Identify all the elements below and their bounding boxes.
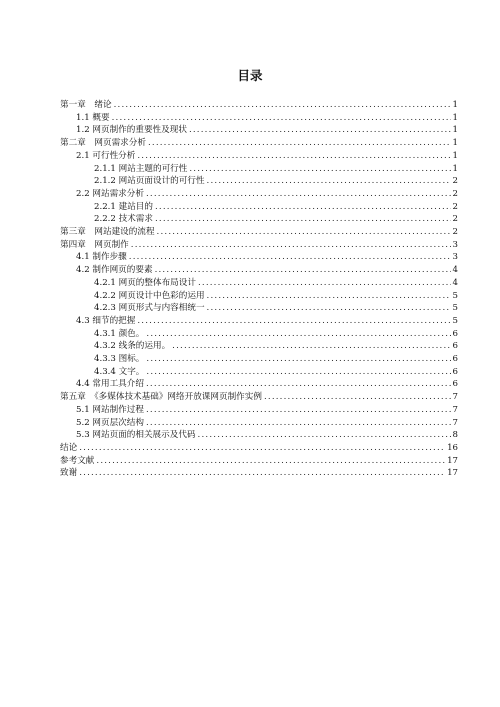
toc-entry-label: 2.1.2 网站页面设计的可行性 bbox=[94, 176, 205, 187]
toc-entry-page-number: 17 bbox=[447, 455, 458, 466]
toc-entry-label: 参考文献 bbox=[60, 455, 95, 466]
toc-entry-label: 第一章 绪论 bbox=[60, 100, 112, 110]
toc-leader-dots bbox=[155, 264, 451, 277]
toc-leader-dots bbox=[172, 340, 450, 353]
toc-leader-dots bbox=[146, 188, 451, 201]
toc-leader-dots bbox=[79, 467, 445, 480]
toc-leader-dots bbox=[155, 201, 451, 214]
toc-entry-page-number: 4 bbox=[452, 265, 458, 276]
toc-entry-label: 致谢 bbox=[60, 468, 78, 479]
toc-entry-label: 2.2 网站需求分析 bbox=[76, 188, 144, 199]
toc-entry[interactable] bbox=[76, 378, 458, 391]
toc-leader-dots bbox=[189, 124, 451, 137]
toc-entry-page-number: 2 bbox=[452, 176, 458, 187]
toc-entry[interactable] bbox=[94, 277, 458, 290]
toc-leader-dots bbox=[137, 315, 450, 328]
toc-leader-dots bbox=[146, 353, 450, 366]
toc-entry-page-number: 1 bbox=[452, 100, 458, 110]
toc-entry-page-number: 3 bbox=[452, 239, 458, 250]
toc-entry-page-number: 2 bbox=[452, 188, 458, 199]
toc-entry[interactable] bbox=[94, 366, 458, 379]
toc-entry-page-number: 2 bbox=[452, 214, 458, 225]
toc-entry-page-number: 7 bbox=[452, 404, 458, 415]
toc-entry[interactable] bbox=[76, 150, 458, 163]
toc-leader-dots bbox=[207, 290, 451, 303]
toc-entry[interactable] bbox=[94, 163, 458, 176]
toc-entry-page-number: 5 bbox=[452, 315, 458, 326]
toc-leader-dots bbox=[146, 378, 451, 391]
toc-entry-label: 4.2.3 网页形式与内容相统一 bbox=[94, 303, 205, 314]
toc-leader-dots bbox=[129, 251, 451, 264]
toc-entry-page-number: 8 bbox=[452, 430, 458, 441]
toc-entry-label: 4.3.1 颜色。 bbox=[94, 328, 145, 339]
toc-entry[interactable] bbox=[60, 226, 458, 239]
toc-leader-dots bbox=[148, 137, 451, 150]
toc-leader-dots bbox=[146, 328, 450, 341]
toc-entry-page-number: 6 bbox=[452, 341, 458, 352]
toc-entry-page-number: 7 bbox=[452, 392, 458, 403]
toc-entry-label: 4.4 常用工具介绍 bbox=[76, 379, 144, 390]
toc-entry-label: 第五章 《多媒体技术基础》网络开放课网页制作实例 bbox=[60, 392, 262, 403]
toc-entry-page-number: 5 bbox=[452, 303, 458, 314]
toc-entry-label: 1.2 网页制作的重要性及现状 bbox=[76, 125, 187, 136]
toc-leader-dots bbox=[157, 226, 451, 239]
toc-entry[interactable] bbox=[94, 302, 458, 315]
toc-leader-dots bbox=[114, 99, 451, 112]
toc-entry[interactable] bbox=[76, 264, 458, 277]
toc-entry-page-number: 1 bbox=[452, 125, 458, 136]
toc-entry-page-number: 1 bbox=[452, 150, 458, 161]
toc-entry-page-number: 4 bbox=[452, 277, 458, 288]
page-title: 目录 bbox=[237, 68, 263, 83]
toc-entry-page-number: 1 bbox=[452, 163, 458, 174]
toc-entry[interactable] bbox=[60, 239, 458, 252]
toc-entry[interactable] bbox=[94, 328, 458, 341]
toc-leader-dots bbox=[112, 112, 451, 125]
toc-entry-label: 4.1 制作步骤 bbox=[76, 252, 127, 263]
toc-entry-page-number: 6 bbox=[452, 328, 458, 339]
toc-leader-dots bbox=[146, 404, 451, 417]
toc-entry-label: 2.2.2 技术需求 bbox=[94, 214, 153, 225]
toc-entry-label: 4.3.2 线条的运用。 bbox=[94, 341, 171, 352]
toc-entry-page-number: 16 bbox=[447, 442, 458, 453]
toc-entry-label: 4.2 制作网页的要素 bbox=[76, 265, 153, 276]
toc-entry-page-number: 1 bbox=[452, 112, 458, 123]
toc-entry-label: 结论 bbox=[60, 442, 78, 453]
toc-entry[interactable] bbox=[94, 201, 458, 214]
toc-entry-label: 2.1.1 网站主题的可行性 bbox=[94, 163, 188, 174]
toc-leader-dots bbox=[198, 429, 451, 442]
toc-entry-page-number: 2 bbox=[452, 227, 458, 237]
toc-entry[interactable] bbox=[94, 290, 458, 303]
toc-entry-label: 2.1 可行性分析 bbox=[76, 150, 136, 161]
toc-leader-dots bbox=[131, 239, 451, 252]
toc-entry-page-number: 3 bbox=[452, 252, 458, 263]
toc-entry[interactable] bbox=[94, 340, 458, 353]
toc-entry-page-number: 17 bbox=[447, 468, 458, 479]
toc-entry[interactable] bbox=[60, 137, 458, 150]
toc-leader-dots bbox=[146, 417, 451, 430]
toc-leader-dots bbox=[264, 391, 451, 404]
toc-entry[interactable] bbox=[94, 213, 458, 226]
toc-entry-label: 5.3 网站页面的相关展示及代码 bbox=[76, 430, 196, 441]
toc-entry-label: 4.3.3 图标。 bbox=[94, 354, 145, 364]
toc-leader-dots bbox=[207, 175, 451, 188]
toc-entry[interactable] bbox=[60, 391, 458, 404]
toc-entry-label: 5.1 网站制作过程 bbox=[76, 404, 144, 415]
toc-entry-page-number: 6 bbox=[452, 366, 458, 377]
toc-entry-label: 4.3.4 文字。 bbox=[94, 366, 145, 377]
toc-entry[interactable] bbox=[94, 175, 458, 188]
toc-entry-page-number: 6 bbox=[452, 379, 458, 390]
toc-leader-dots bbox=[96, 455, 445, 468]
toc-entry-page-number: 2 bbox=[452, 201, 458, 212]
toc-leader-dots bbox=[207, 302, 451, 315]
toc-entry[interactable] bbox=[94, 353, 458, 366]
toc-entry-label: 4.2.2 网页设计中色彩的运用 bbox=[94, 290, 205, 301]
toc-entry-label: 第三章 网站建设的流程 bbox=[60, 227, 155, 237]
toc-entry[interactable] bbox=[76, 124, 458, 137]
toc-entry-label: 2.2.1 建站目的 bbox=[94, 201, 153, 212]
toc-entry[interactable] bbox=[60, 455, 458, 468]
toc-leader-dots bbox=[155, 213, 451, 226]
toc-entry[interactable] bbox=[76, 251, 458, 264]
toc-leader-dots bbox=[79, 442, 445, 455]
toc-leader-dots bbox=[146, 366, 450, 379]
toc-entry-page-number: 5 bbox=[452, 290, 458, 301]
toc-entry[interactable] bbox=[76, 188, 458, 201]
toc-entry[interactable] bbox=[76, 315, 458, 328]
toc-entry-label: 4.3 细节的把握 bbox=[76, 315, 136, 326]
toc-entry-label: 第二章 网页需求分析 bbox=[60, 138, 146, 149]
toc-entry[interactable] bbox=[76, 429, 458, 442]
toc-entry-label: 1.1 概要 bbox=[76, 112, 110, 123]
toc-entry-page-number: 6 bbox=[452, 354, 458, 364]
toc-leader-dots bbox=[189, 163, 450, 176]
toc-entry[interactable] bbox=[60, 467, 458, 480]
toc-leader-dots bbox=[137, 150, 450, 163]
toc-entry-label: 5.2 网页层次结构 bbox=[76, 417, 144, 428]
toc-entry-label: 4.2.1 网页的整体布局设计 bbox=[94, 277, 196, 288]
toc-entry[interactable] bbox=[76, 112, 458, 125]
toc-entry[interactable] bbox=[76, 417, 458, 430]
toc-leader-dots bbox=[198, 277, 451, 290]
toc-entry[interactable] bbox=[76, 404, 458, 417]
toc-entry-page-number: 1 bbox=[452, 138, 458, 149]
toc-entry[interactable] bbox=[60, 442, 458, 455]
toc-entry-page-number: 7 bbox=[452, 417, 458, 428]
toc-entry-label: 第四章 网页制作 bbox=[60, 239, 129, 250]
toc-entry[interactable] bbox=[60, 99, 458, 112]
